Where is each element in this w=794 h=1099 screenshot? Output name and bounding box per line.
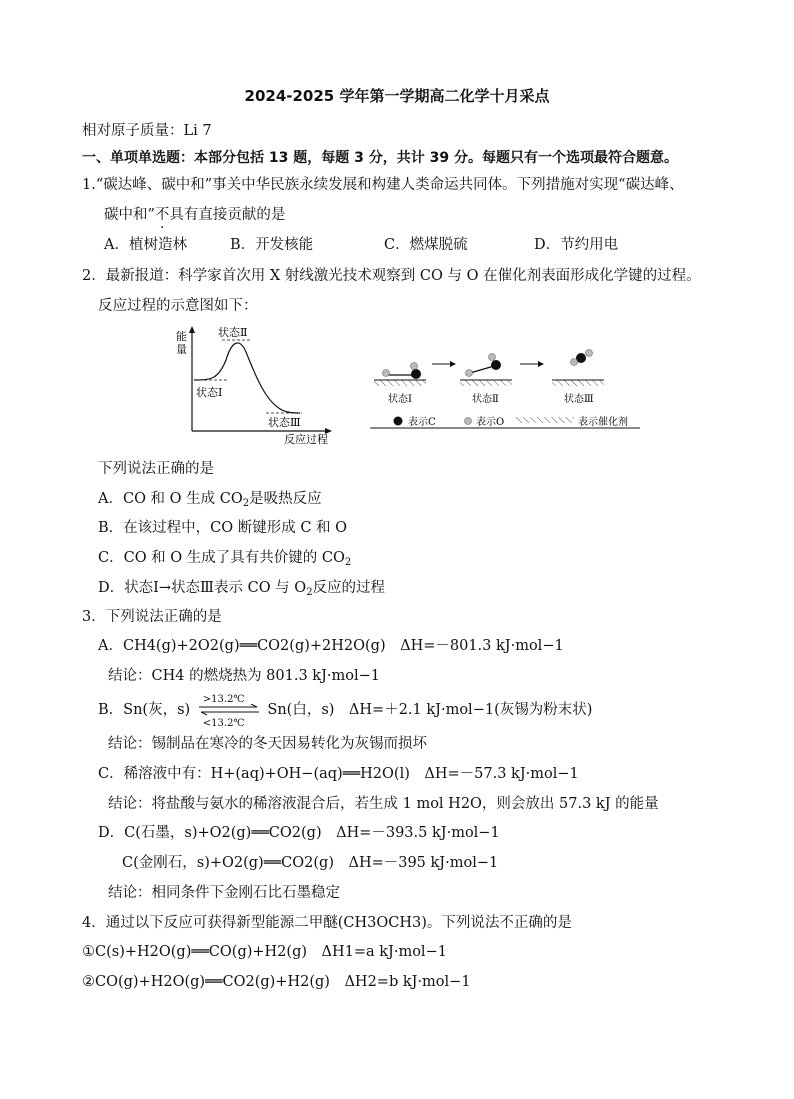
q1-option-a: A．植树造林 (104, 237, 187, 253)
q3-option-c-conclusion: 结论：将盐酸与氨水的稀溶液混合后，若生成 1 mol H2O，则会放出 57.3 kJ 的能量 (108, 796, 659, 812)
page-title: 2024-2025 学年第一学期高二化学十月采点 (244, 87, 550, 105)
q3-option-d-equation2: C(金刚石，s)+O2(g)══CO2(g) ΔH=－395 kJ·mol−1 (122, 855, 499, 871)
energy-axis-label-2: 量 (176, 343, 187, 356)
q1-option-c: C．燃煤脱硫 (384, 237, 468, 253)
state2-caption: 状态Ⅱ (472, 394, 499, 405)
q2-c-text: C．CO 和 O 生成了具有共价键的 CO (98, 550, 345, 566)
q2-option-a (98, 489, 322, 509)
state1-label: 状态Ⅰ (196, 386, 223, 399)
q2-option-c (98, 548, 351, 568)
q3-b-reactant: B．Sn(灰，s) (98, 702, 191, 718)
legend-carbon-swatch (394, 417, 403, 426)
legend-catalyst-label: 表示催化剂 (578, 417, 628, 428)
atomic-mass-note: 相对原子质量：Li 7 (82, 123, 212, 139)
energy-curve (194, 343, 300, 413)
carbon-atom-1 (411, 369, 421, 379)
q2-stem-line2: 反应过程的示意图如下： (98, 298, 258, 314)
q3-b-cond-bottom: <13.2℃ (202, 718, 245, 729)
section-heading: 一、单项单选题：本部分包括 13 题，每题 3 分，共计 39 分。每题只有一个选项最符合题意。 (82, 150, 678, 166)
q2-a-sub: 2 (242, 498, 250, 509)
q4-stem: 4．通过以下反应可获得新型能源二甲醚(CH3OCH3)。下列说法不正确的是 (82, 915, 572, 931)
q1-stem-post: 具有直接贡献的是 (169, 207, 286, 223)
legend-oxygen-swatch (465, 418, 472, 425)
q2-option-d (98, 578, 385, 598)
q2-d-text: D．状态Ⅰ→状态Ⅲ表示 CO 与 O (98, 580, 307, 596)
q3-option-a-equation: A．CH4(g)+2O2(g)══CO2(g)+2H2O(g) ΔH=－801.3 kJ·mol−1 (98, 638, 564, 654)
q2-a-text-post: 是吸热反应 (249, 491, 322, 507)
carbon-atom-2 (491, 360, 501, 370)
q3-option-a-conclusion: 结论：CH4 的燃烧热为 801.3 kJ·mol−1 (108, 668, 381, 684)
q4-reaction-1: ①C(s)+H2O(g)══CO(g)+H2(g) ΔH1=a kJ·mol−1 (82, 944, 447, 960)
oxygen-atom-2a (489, 354, 496, 361)
q3-b-equilibrium-arrows (197, 694, 261, 729)
q2-c-sub: 2 (344, 557, 352, 568)
q1-stem-line2 (104, 205, 285, 225)
energy-axis-label-1: 能 (176, 330, 187, 343)
q4-reaction-2: ②CO(g)+H2O(g)══CO2(g)+H2(g) ΔH2=b kJ·mol−1 (82, 974, 471, 990)
q2-stem-line1: 2．最新报道：科学家首次用 X 射线激光技术观察到 CO 与 O 在催化剂表面形成化学键的过程。 (82, 268, 701, 284)
y-axis-arrow (189, 326, 195, 333)
catalyst-surface-1 (374, 380, 426, 386)
catalyst-surface-diagram (368, 340, 648, 430)
q3-option-b-equation (98, 694, 593, 729)
oxygen-atom-1b (383, 370, 390, 377)
q2-question-stem: 下列说法正确的是 (98, 461, 214, 477)
energy-profile-diagram (170, 322, 340, 447)
oxygen-atom-3a (586, 350, 593, 357)
q3-stem: 3．下列说法正确的是 (82, 609, 222, 625)
q3-option-c-equation: C．稀溶液中有：H+(aq)+OH−(aq)══H2O(l) ΔH=－57.3 kJ·mol−1 (98, 766, 579, 782)
co-bond-2 (470, 366, 494, 373)
q3-b-cond-top: >13.2℃ (202, 694, 245, 705)
legend-carbon-label: 表示C (408, 417, 436, 428)
q1-stem-pre: 碳中和” (104, 207, 155, 223)
q2-d-text-post: 反应的过程 (312, 580, 386, 596)
catalyst-surface-2 (460, 380, 512, 386)
oxygen-atom-2b (466, 370, 473, 377)
q1-stem-line1: 1.“碳达峰、碳中和”事关中华民族永续发展和构建人类命运共同体。下列措施对实现“碳达峰、 (82, 177, 684, 193)
legend-oxygen-label: 表示O (476, 417, 505, 428)
q1-option-d: D．节约用电 (534, 237, 619, 253)
q2-d-sub: 2 (306, 587, 313, 598)
q2-option-b: B．在该过程中，CO 断键形成 C 和 O (98, 520, 348, 536)
arrow-1-head (450, 361, 456, 367)
state2-label: 状态Ⅱ (218, 326, 248, 339)
q3-option-b-conclusion: 结论：锡制品在寒冷的冬天因易转化为灰锡而损坏 (108, 736, 427, 752)
state3-label: 状态Ⅲ (268, 416, 301, 429)
q1-emphasis-not: 不 (154, 207, 170, 223)
oxygen-atom-1a (411, 363, 418, 370)
arrow-2-head (538, 361, 544, 367)
catalyst-surface-3 (552, 380, 604, 386)
legend-catalyst-swatch (516, 417, 574, 423)
x-axis-label: 反应过程 (284, 433, 328, 446)
q3-option-d-equation1: D．C(石墨，s)+O2(g)══CO2(g) ΔH=－393.5 kJ·mol−1 (98, 825, 500, 841)
q3-b-product: Sn(白，s) ΔH=＋2.1 kJ·mol−1(灰锡为粉末状) (267, 702, 593, 718)
q2-a-text: A．CO 和 O 生成 CO (98, 491, 243, 507)
state1-caption: 状态Ⅰ (388, 394, 412, 405)
oxygen-atom-3b (571, 359, 578, 366)
state3-caption: 状态Ⅲ (564, 394, 594, 405)
q1-option-b: B．开发核能 (230, 237, 314, 253)
q3-option-d-conclusion: 结论：相同条件下金刚石比石墨稳定 (108, 885, 340, 901)
